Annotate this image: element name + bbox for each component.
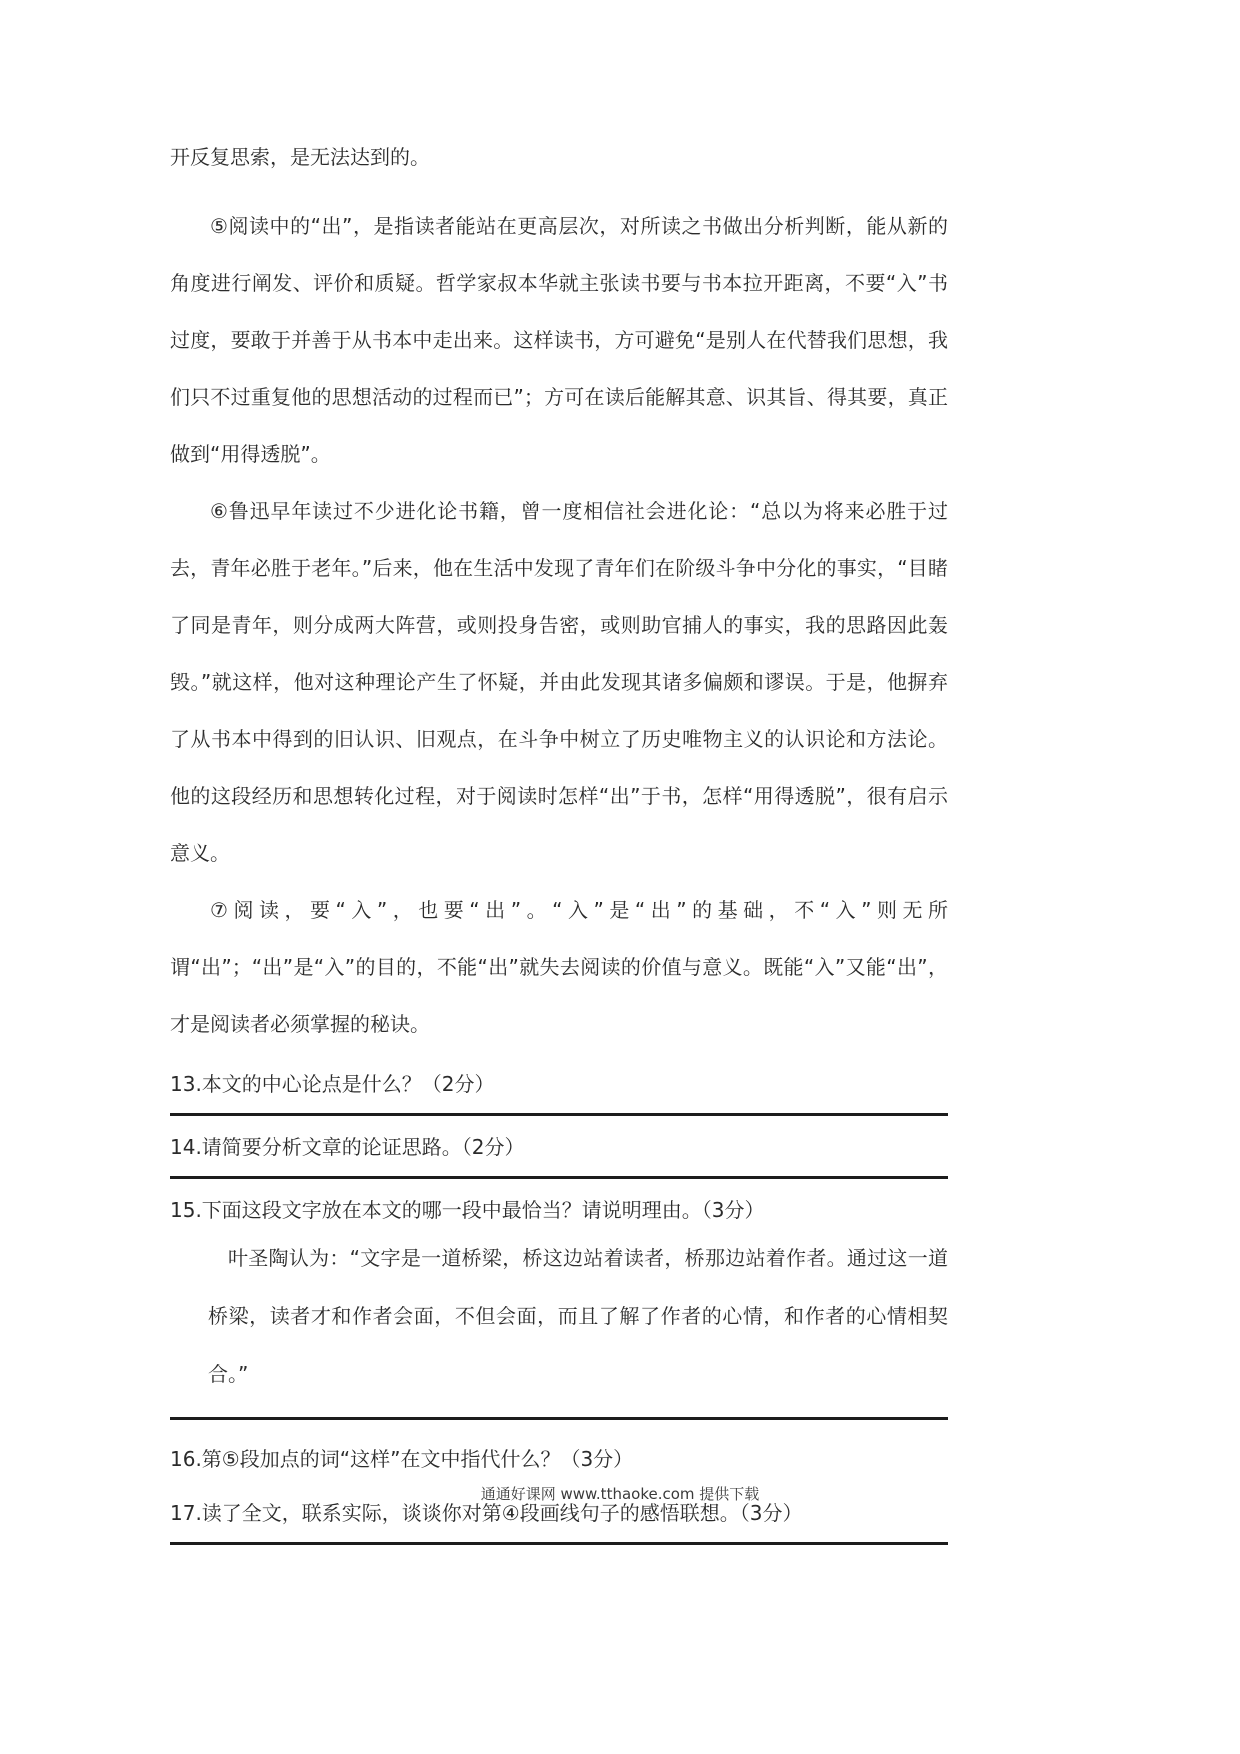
document-content xyxy=(170,142,948,1545)
answer-line-17 xyxy=(170,1542,948,1545)
question-17: 17.读了全文，联系实际，谈谈你对第④段画线句子的感悟联想。（3分） xyxy=(170,1501,803,1525)
question-15-quote: 叶圣陶认为：“文字是一道桥梁，桥这边站着读者，桥那边站着作者。通过这一道桥梁，读者才和作者会面，不但会面，而且了解了作者的心情，和作者的心情相契合。” xyxy=(208,1246,948,1386)
question-14: 14.请简要分析文章的论证思路。（2分） xyxy=(170,1135,525,1159)
answer-line-13 xyxy=(170,1113,948,1116)
question-16: 16.第⑤段加点的词“这样”在文中指代什么？（3分） xyxy=(170,1447,634,1471)
question-15: 15.下面这段文字放在本文的哪一段中最恰当？请说明理由。（3分） xyxy=(170,1198,765,1222)
question-13: 13.本文的中心论点是什么？（2分） xyxy=(170,1072,495,1096)
answer-line-14 xyxy=(170,1176,948,1179)
page-footer: 通通好课网 www.tthaoke.com 提供下载 xyxy=(480,1485,760,1503)
paragraph-7: ⑦阅读，要“入”，也要“出”。“入”是“出”的基础，不“入”则无所谓“出”；“出”是“入”的目的，不能“出”就失去阅读的价值与意义。既能“入”又能“出”，才是阅读者必须掌握的秘诀。 xyxy=(170,898,948,1036)
answer-line-15 xyxy=(170,1417,948,1420)
paragraph-6: ⑥鲁迅早年读过不少进化论书籍，曾一度相信社会进化论：“总以为将来必胜于过去，青年必胜于老年。”后来，他在生活中发现了青年们在阶级斗争中分化的事实，“目睹了同是青年，则分成两大阵营，或则投身告密，或则助官捕人的事实，我的思路因此轰毁。”就这样，他对这种理论产生了怀疑，并由此发现其诸多偏颇和谬误。于是，他摒弃了从书本中得到的旧认识、旧观点，在斗争中树立了历史唯物主义的认识论和方法论。他的这段经历和思想转化过程，对于阅读时怎样“出”于书，怎样“用得透脱”，很有启示意义。 xyxy=(170,499,948,865)
paragraph-continuation: 开反复思索，是无法达到的。 xyxy=(170,145,430,169)
paragraph-5: ⑤阅读中的“出”，是指读者能站在更高层次，对所读之书做出分析判断，能从新的角度进行阐发、评价和质疑。哲学家叔本华就主张读书要与书本拉开距离，不要“入”书过度，要敢于并善于从书本中走出来。这样读书，方可避免“是别人在代替我们思想，我们只不过重复他的思想活动的过程而已”；方可在读后能解其意、识其旨、得其要，真正做到“用得透脱”。 xyxy=(170,214,948,466)
